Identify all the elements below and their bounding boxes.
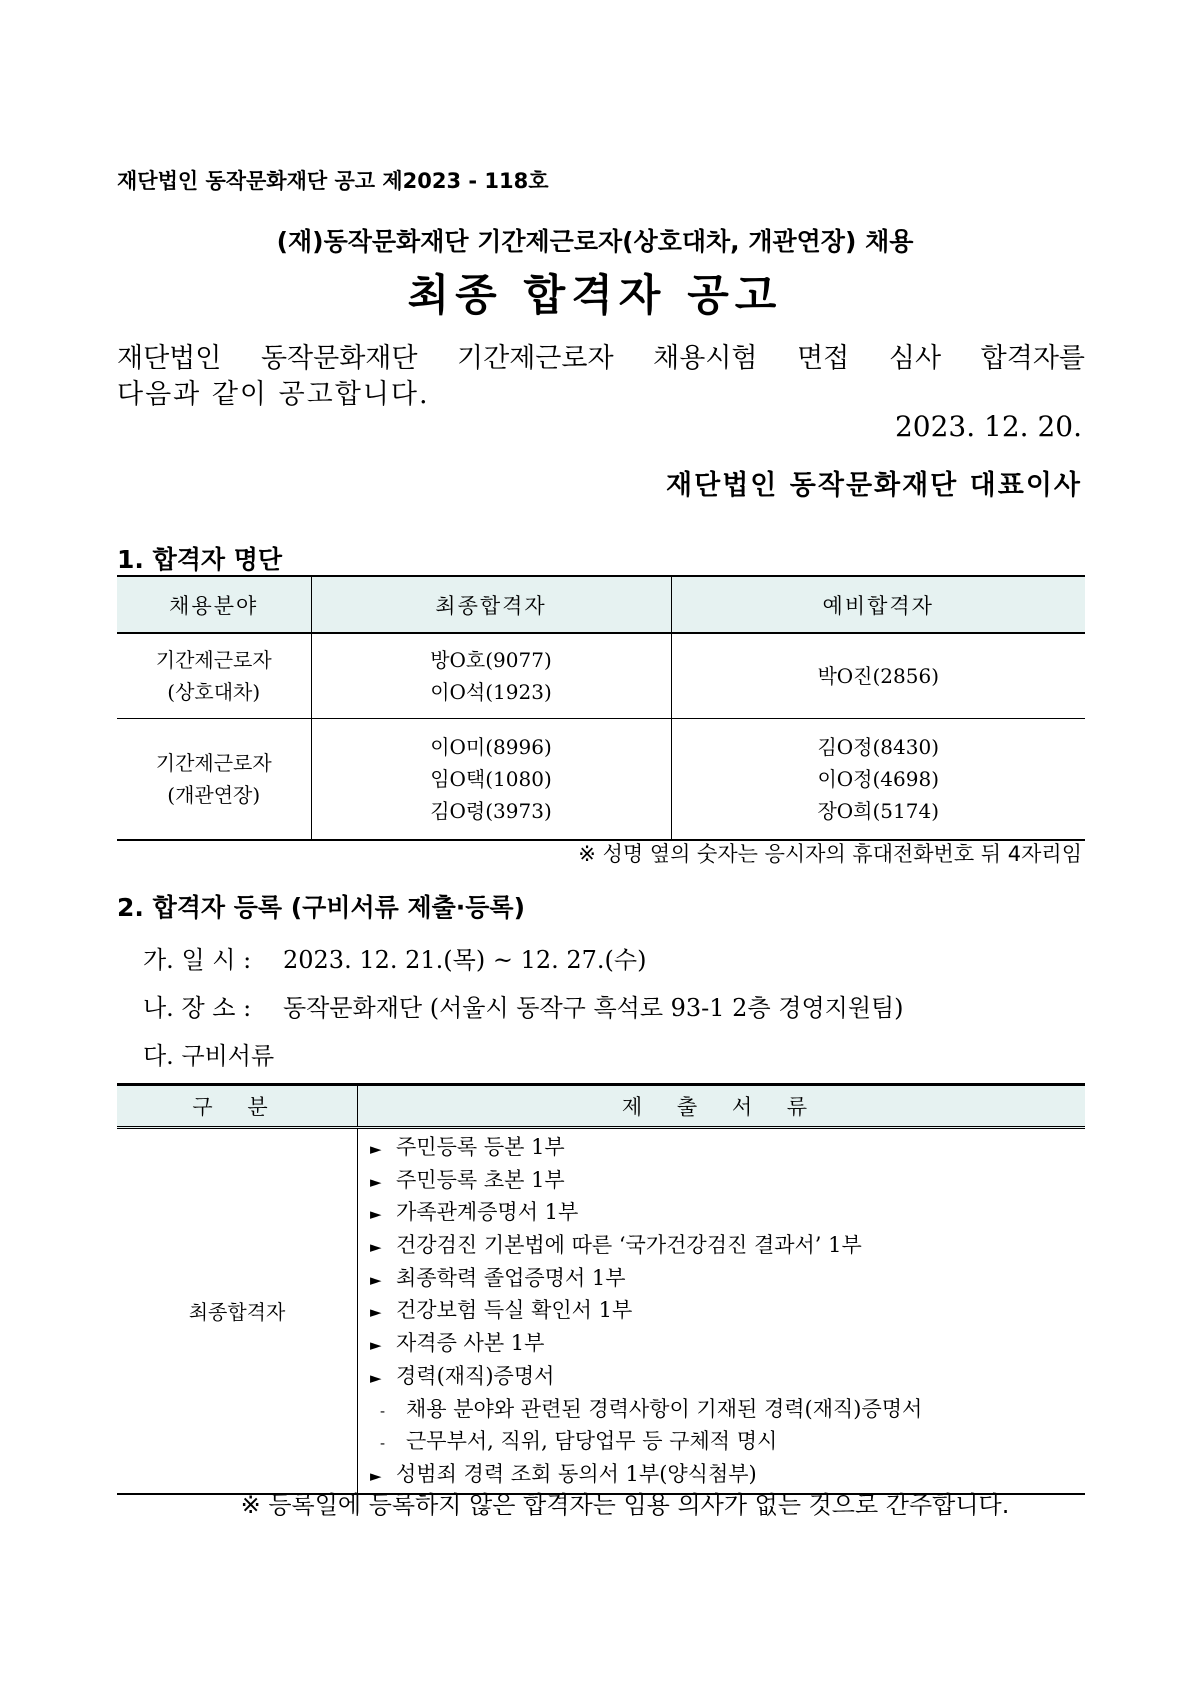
notice-number: 재단법인 동작문화재단 공고 제2023 - 118호 [117, 169, 549, 193]
field-cell [117, 719, 311, 841]
triangle-bullet-icon: ► [370, 1466, 382, 1485]
reserve-applicants-cell [671, 633, 1085, 719]
applicant: 이O석(1923) [430, 680, 552, 704]
place-label: 나. 장 소 : [143, 994, 252, 1022]
triangle-bullet-icon: ► [370, 1140, 382, 1158]
document-sub-item: - 근무부서, 직위, 담당업무 등 구체적 명시 [370, 1425, 1085, 1458]
column-header: 채용분야 [117, 576, 311, 633]
page-title: 최종 합격자 공고 [407, 271, 783, 321]
field-detail: (개관연장) [167, 783, 261, 807]
table-row [117, 719, 1085, 841]
document-sub-item: - 채용 분야와 관련된 경력사항이 기재된 경력(재직)증명서 [370, 1393, 1085, 1426]
schedule-value: 2023. 12. 21.(목) ~ 12. 27.(수) [283, 946, 647, 974]
applicant: 김O령(3973) [430, 799, 552, 823]
table-header-row [117, 1085, 1085, 1128]
place-info [143, 988, 904, 1023]
applicant: 장O희(5174) [817, 799, 940, 823]
applicant: 이O미(8996) [430, 735, 552, 759]
field-cell [117, 633, 311, 719]
applicant: 임O택(1080) [430, 767, 552, 791]
document-item: ► 건강보험 득실 확인서 1부 [370, 1294, 1085, 1327]
documents-label: 다. 구비서류 [143, 1042, 275, 1070]
document-item: ► 성범죄 경력 조회 동의서 1부(양식첨부) [370, 1458, 1085, 1491]
document-item: ► 건강검진 기본법에 따른 ‘국가건강검진 결과서’ 1부 [370, 1229, 1085, 1262]
final-applicants-cell [311, 719, 671, 841]
category-cell: 최종합격자 [188, 1300, 286, 1325]
intro-text-line-2: 다음과 같이 공고합니다. [117, 379, 430, 410]
document-item: ► 최종학력 졸업증명서 1부 [370, 1262, 1085, 1295]
reserve-applicants-cell [671, 719, 1085, 841]
intro-text-line-1: 재단법인 동작문화재단 기간제근로자 채용시험 면접 심사 합격자를 [117, 343, 1085, 374]
applicant: 박O진(2856) [817, 664, 940, 688]
schedule-info [143, 940, 646, 975]
place-value: 동작문화재단 (서울시 동작구 흑석로 93-1 2층 경영지원팀) [283, 994, 904, 1022]
column-header: 구 분 [117, 1085, 358, 1128]
document-item: ► 주민등록 초본 1부 [370, 1164, 1085, 1197]
table-row [117, 633, 1085, 719]
documents-cell [358, 1128, 1086, 1494]
table-row [117, 1128, 1085, 1494]
field-detail: (상호대차) [167, 680, 261, 704]
final-applicants-cell [311, 633, 671, 719]
column-header: 최종합격자 [311, 576, 671, 633]
notice-subtitle: (재)동작문화재단 기간제근로자(상호대차, 개관연장) 채용 [276, 227, 914, 256]
triangle-bullet-icon: ► [370, 1270, 382, 1289]
document-item: ► 주민등록 등본 1부 [370, 1131, 1085, 1164]
required-documents-table [117, 1083, 1085, 1495]
schedule-label: 가. 일 시 : [143, 946, 252, 974]
triangle-bullet-icon: ► [370, 1303, 382, 1322]
notice-date: 2023. 12. 20. [894, 410, 1082, 443]
applicant: 이O정(4698) [817, 767, 940, 791]
successful-applicants-table [117, 575, 1085, 841]
triangle-bullet-icon: ► [370, 1205, 382, 1224]
triangle-bullet-icon: ► [370, 1172, 382, 1191]
phone-number-note: ※ 성명 옆의 숫자는 응시자의 휴대전화번호 뒤 4자리임 [578, 842, 1082, 866]
table-header-row [117, 576, 1085, 633]
applicant: 김O정(8430) [817, 735, 940, 759]
document-item: ► 가족관계증명서 1부 [370, 1196, 1085, 1229]
triangle-bullet-icon: ► [370, 1336, 382, 1355]
dash-bullet-icon: - [380, 1434, 386, 1453]
registration-note: ※ 등록일에 등록하지 않은 합격자는 임용 의사가 없는 것으로 간주합니다. [240, 1491, 1010, 1519]
column-header: 제 출 서 류 [358, 1085, 1086, 1128]
field-name: 기간제근로자 [155, 648, 272, 672]
applicant: 방O호(9077) [430, 648, 552, 672]
issuer: 재단법인 동작문화재단 대표이사 [666, 470, 1082, 501]
triangle-bullet-icon: ► [370, 1238, 382, 1257]
section-2-heading: 2. 합격자 등록 (구비서류 제출·등록) [117, 893, 526, 922]
document-item: ► 경력(재직)증명서 [370, 1360, 1085, 1393]
document-item: ► 자격증 사본 1부 [370, 1327, 1085, 1360]
triangle-bullet-icon: ► [370, 1368, 382, 1387]
section-1-heading: 1. 합격자 명단 [117, 545, 283, 574]
column-header: 예비합격자 [671, 576, 1085, 633]
field-name: 기간제근로자 [155, 751, 272, 775]
dash-bullet-icon: - [380, 1401, 386, 1420]
